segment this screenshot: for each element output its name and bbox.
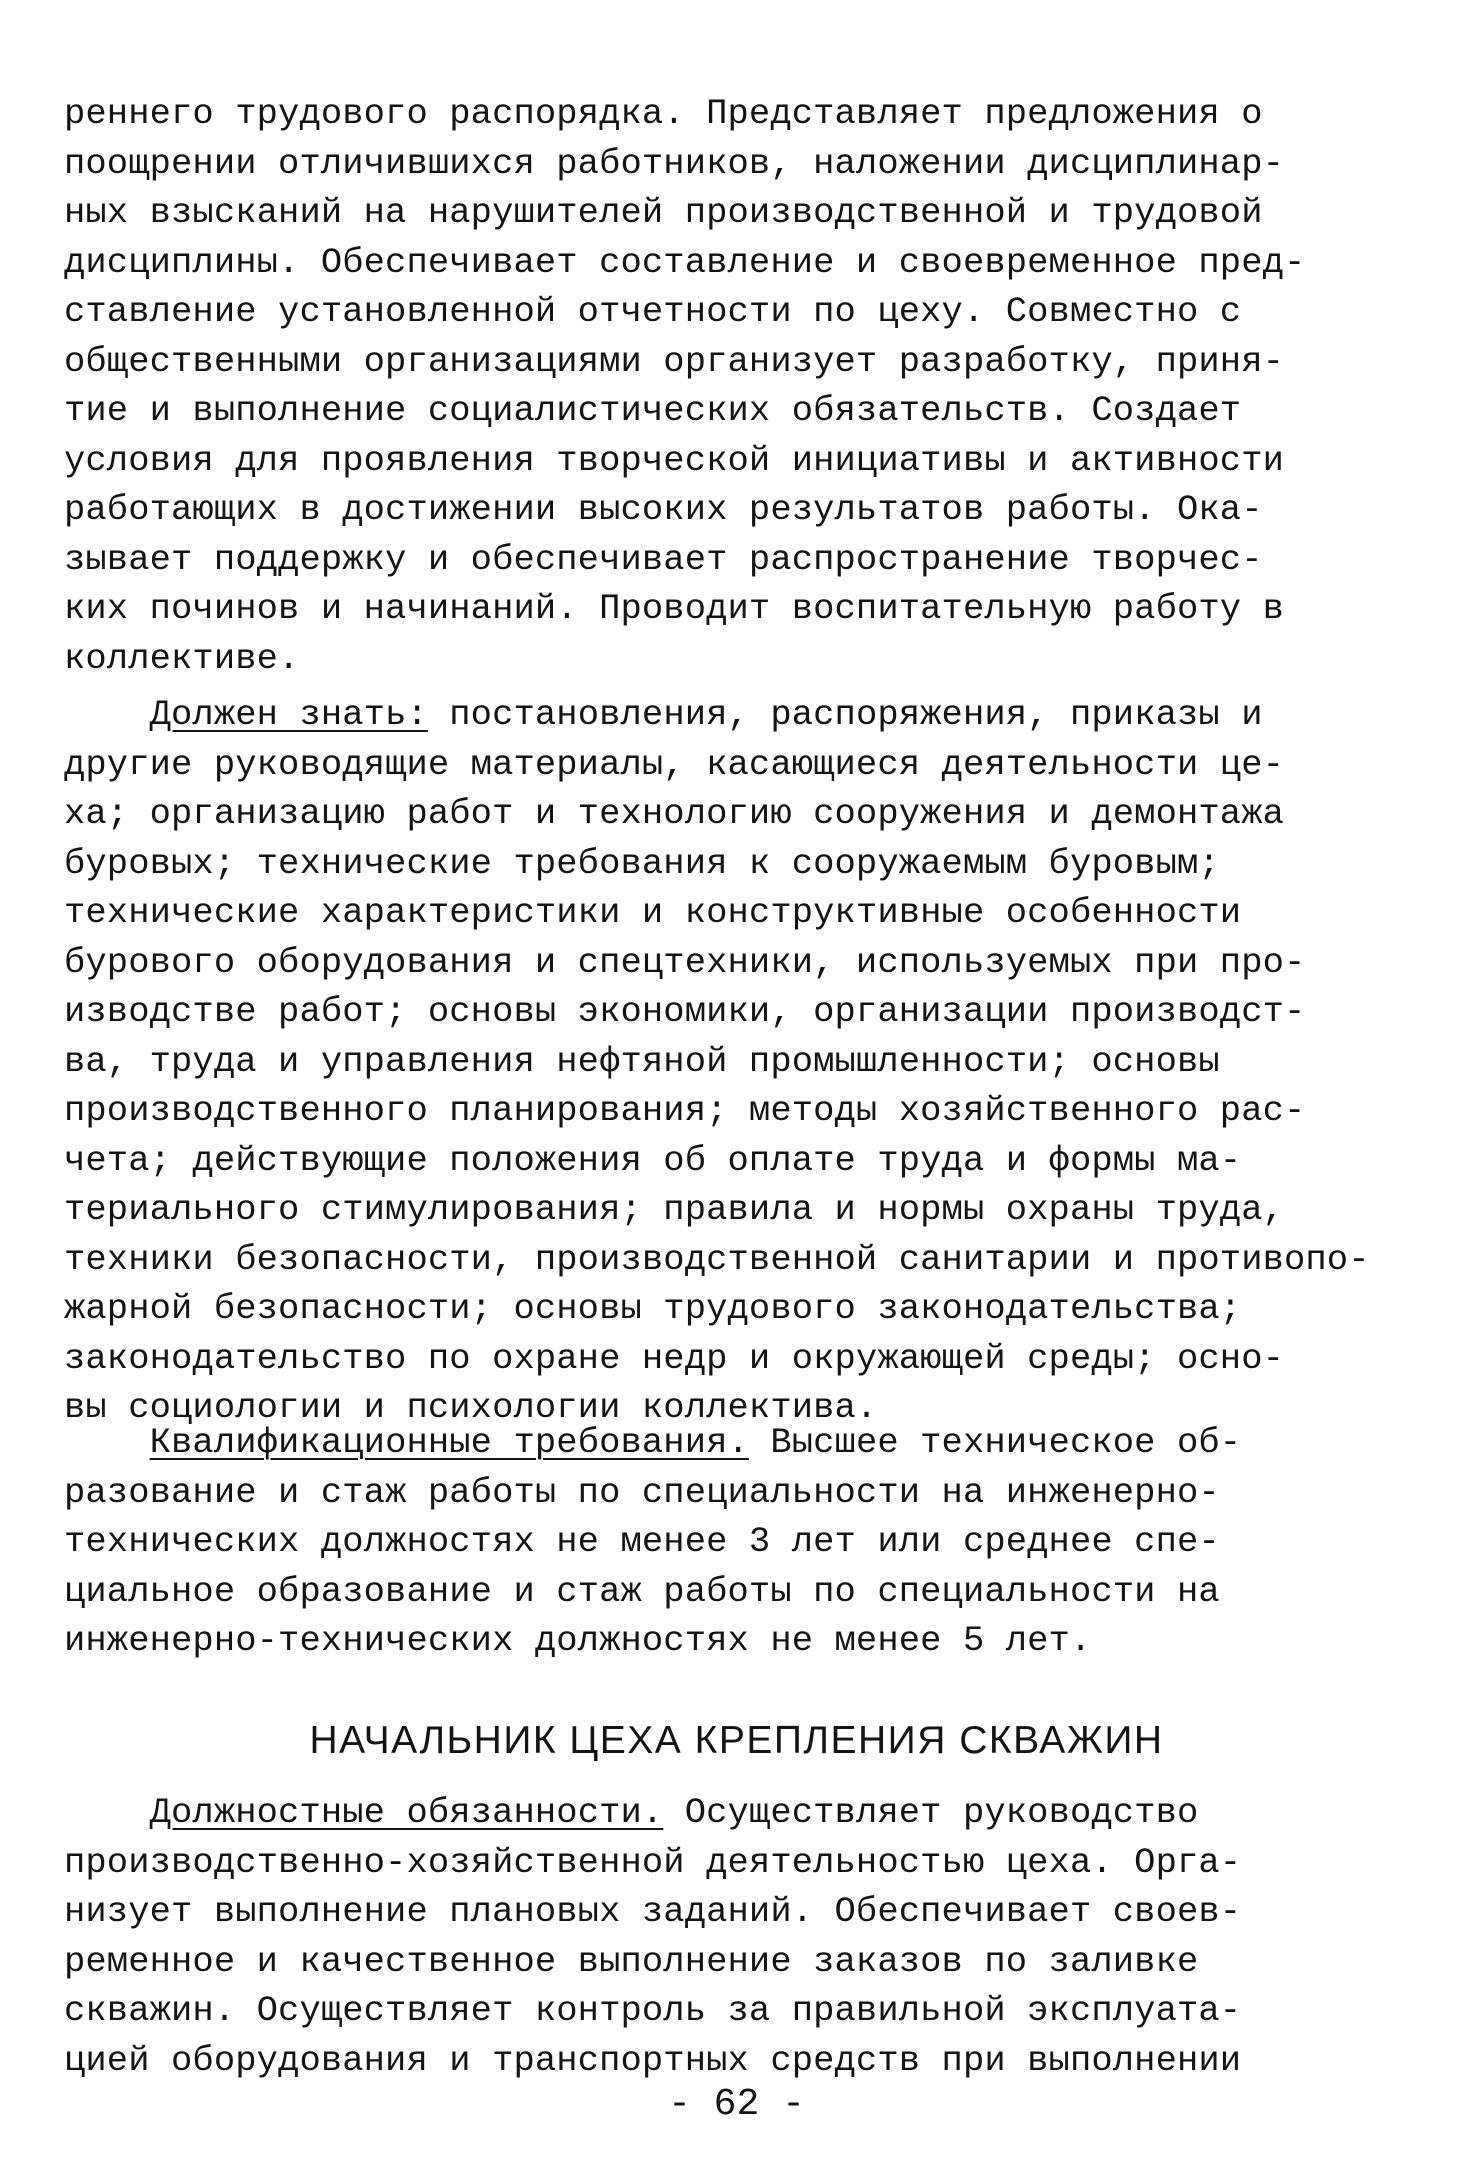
text-line: другие руководящие материалы, касающиеся деятельности це-: [64, 743, 1284, 785]
text-line: вы социологии и психологии коллектива.: [64, 1387, 878, 1428]
text-line: дисциплины. Обеспечивает составление и своевременное пред-: [64, 241, 1306, 283]
text-line: Квалификационные требования. Высшее техническое об-: [149, 1422, 1242, 1463]
paragraph-job-duties: [64, 1788, 1409, 2085]
text-line: Должен знать: постановления, распоряжения, приказы и: [149, 694, 1263, 735]
paragraph-qualification-requirements: [64, 1418, 1409, 1666]
text-line: зывает поддержку и обеспечивает распространение творчес-: [64, 538, 1263, 580]
text-line: технических должностях не менее 3 лет или среднее спе-: [64, 1521, 1220, 1562]
text-line: тие и выполнение социалистических обязательств. Создает: [64, 390, 1242, 431]
text-line: работающих в достижении высоких результатов работы. Ока-: [64, 489, 1263, 530]
text-line: разование и стаж работы по специальности на инженерно-: [64, 1471, 1220, 1513]
text-line: скважин. Осуществляет контроль за правильной эксплуата-: [64, 1990, 1242, 2031]
text-line: условия для проявления творческой инициативы и активности: [64, 439, 1284, 481]
text-line: техники безопасности, производственной санитарии и противопо-: [64, 1238, 1370, 1280]
text-line: коллективе.: [64, 637, 300, 679]
paragraph-must-know: [64, 690, 1409, 1433]
section-label-qualification: Квалификационные требования.: [149, 1422, 749, 1463]
page-number: - 62 -: [668, 2083, 805, 2126]
text-line: ременное и качественное выполнение заказов по заливке: [64, 1940, 1199, 1982]
text-line: технические характеристики и конструктивные особенности: [64, 892, 1242, 933]
text-line: циальное образование и стаж работы по специальности на: [64, 1570, 1220, 1612]
text-line: ставление установленной отчетности по цеху. Совместно с: [64, 291, 1242, 332]
text-line: буровых; технические требования к сооружаемым буровым;: [64, 842, 1220, 884]
text-line: ха; организацию работ и технологию сооружения и демонтажа: [64, 793, 1284, 834]
section-label-duties: Должностные обязанности.: [149, 1792, 664, 1833]
text-line: низует выполнение плановых заданий. Обеспечивает своев-: [64, 1891, 1242, 1932]
text-line: поощрении отличившихся работников, наложении дисциплинар-: [64, 142, 1284, 184]
text-line: бурового оборудования и спецтехники, используемых при про-: [64, 941, 1306, 983]
text-line: цией оборудования и транспортных средств при выполнении: [64, 2039, 1242, 2081]
text-line: производственного планирования; методы хозяйственного рас-: [64, 1090, 1306, 1131]
text-line: производственно-хозяйственной деятельностью цеха. Орга-: [64, 1841, 1242, 1883]
text-line: реннего трудового распорядка. Представляет предложения о: [64, 93, 1263, 134]
text-line: териального стимулирования; правила и нормы охраны труда,: [64, 1189, 1284, 1230]
text-line: ных взысканий на нарушителей производственной и трудовой: [64, 192, 1263, 233]
text-line: изводстве работ; основы экономики, организации производст-: [64, 991, 1306, 1032]
text-line: жарной безопасности; основы трудового законодательства;: [64, 1288, 1242, 1329]
text-line: чета; действующие положения об оплате труда и формы ма-: [64, 1139, 1242, 1181]
text-line: инженерно-технических должностях не менее 5 лет.: [64, 1620, 1092, 1661]
text-line: ва, труда и управления нефтяной промышленности; основы: [64, 1040, 1220, 1082]
paragraph-duties-continuation: [64, 89, 1409, 683]
text-line: Должностные обязанности. Осуществляет руководство: [149, 1792, 1199, 1833]
text-line: законодательство по охране недр и окружающей среды; осно-: [64, 1337, 1284, 1379]
text-line: общественными организациями организует разработку, приня-: [64, 340, 1284, 382]
section-heading: НАЧАЛЬНИК ЦЕХА КРЕПЛЕНИЯ СКВАЖИН: [309, 1719, 1164, 1762]
section-label-must-know: Должен знать:: [149, 694, 428, 735]
text-line: ких починов и начинаний. Проводит воспитательную работу в: [64, 588, 1284, 629]
